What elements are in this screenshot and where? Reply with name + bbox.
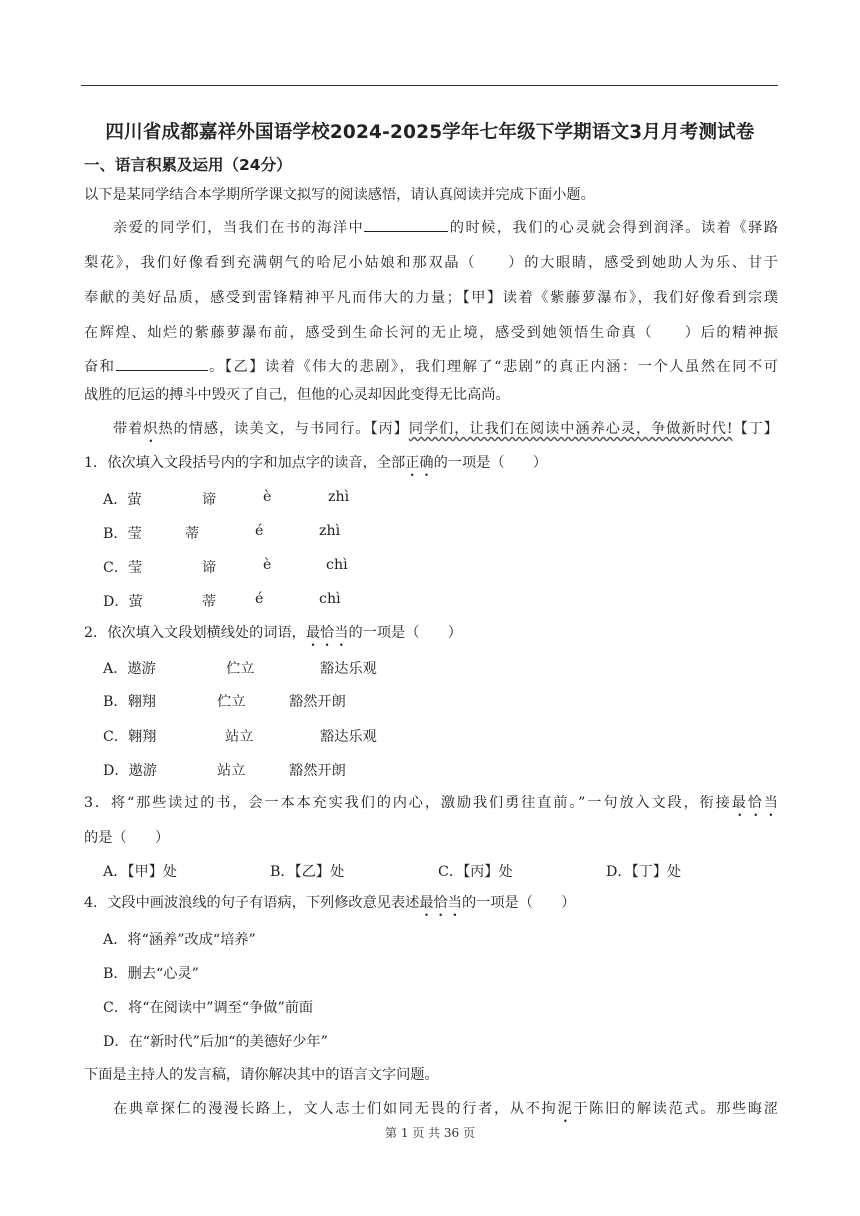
passage-line-1: 亲爱的同学们，当我们在书的海洋中 的时候，我们的心灵就会得到润泽。读着《驿路 <box>113 217 778 237</box>
question-3-stem-cont: 的是（ ） <box>84 830 170 846</box>
fill-blank-1 <box>364 217 448 232</box>
q4-option-c[interactable]: C．将“在阅读中”调至“争做”前面 <box>103 1000 314 1016</box>
passage-line-4: 在辉煌、灿烂的紫藤萝瀑布前，感受到生命长河的无止境，感受到她领悟生命真（ ）后的精神振 <box>84 325 778 341</box>
passage-line-5: 奋和 。【乙】读着《伟大的悲剧》，我们理解了“悲剧”的真正内涵：一个人虽然在同不可 <box>84 356 778 376</box>
speech-instruction: 下面是主持人的发言稿，请你解决其中的语言文字问题。 <box>84 1067 439 1083</box>
dotted-char: 炽 <box>143 421 159 437</box>
fill-blank-2 <box>116 356 208 371</box>
top-rule <box>81 85 778 86</box>
q3-option-a[interactable]: A．【甲】处 <box>103 864 178 880</box>
q3-option-b[interactable]: B．【乙】处 <box>270 864 345 880</box>
exam-title: 四川省成都嘉祥外国语学校2024-2025学年七年级下学期语文3月月考测试卷 <box>105 122 755 143</box>
passage-line-6: 战胜的厄运的搏斗中毁灭了自己，但他的心灵却因此变得无比高尚。 <box>84 387 510 403</box>
speech-line-1: 在典章探仁的漫漫长路上，文人志士们如同无畏的行者，从不拘泥于陈旧的解读范式。那些晦涩 <box>113 1101 778 1117</box>
question-1-stem: 1．依次填入文段括号内的字和加点字的读音，全部正确的一项是（ ） <box>84 455 548 471</box>
question-2-stem: 2．依次填入文段划横线处的词语，最恰当的一项是（ ） <box>84 625 462 641</box>
wavy-underlined-sentence: 同学们，让我们在阅读中涵养心灵，争做新时代! <box>408 421 733 437</box>
q3-option-c[interactable]: C．【丙】处 <box>438 864 513 880</box>
section-heading: 一、语言积累及运用（24分） <box>84 156 292 174</box>
passage-line-2: 梨花》，我们好像看到充满朝气的哈尼小姑娘和那双晶（ ）的大眼睛，感受到她助人为乐、甘于 <box>84 255 778 271</box>
q3-option-d[interactable]: D．【丁】处 <box>606 864 682 880</box>
passage-line-7: 带着炽热的情感，读美文，与书同行。【丙】同学们，让我们在阅读中涵养心灵，争做新时代!【丁】 <box>113 421 778 437</box>
question-4-stem: 4．文段中画波浪线的句子有语病，下列修改意见表述最恰当的一项是（ ） <box>84 895 576 911</box>
q4-option-d[interactable]: D．在“新时代”后加“的美德好少年” <box>103 1034 328 1050</box>
q4-option-a[interactable]: A．将“涵养”改成“培养” <box>103 932 256 948</box>
question-3-stem: 3．将“那些读过的书，会一本本充实我们的内心，激励我们勇往直前。”一句放入文段，衔接最恰当 <box>84 795 778 811</box>
q4-option-b[interactable]: B．删去“心灵” <box>103 966 199 982</box>
passage-line-3: 奉献的美好品质，感受到雷锋精神平凡而伟大的力量；【甲】读着《紫藤萝瀑布》，我们好像看到宗璞 <box>84 290 778 306</box>
page-footer: 第 1 页 共 36 页 <box>385 1126 475 1140</box>
instruction: 以下是某同学结合本学期所学课文拟写的阅读感悟，请认真阅读并完成下面小题。 <box>84 187 595 203</box>
